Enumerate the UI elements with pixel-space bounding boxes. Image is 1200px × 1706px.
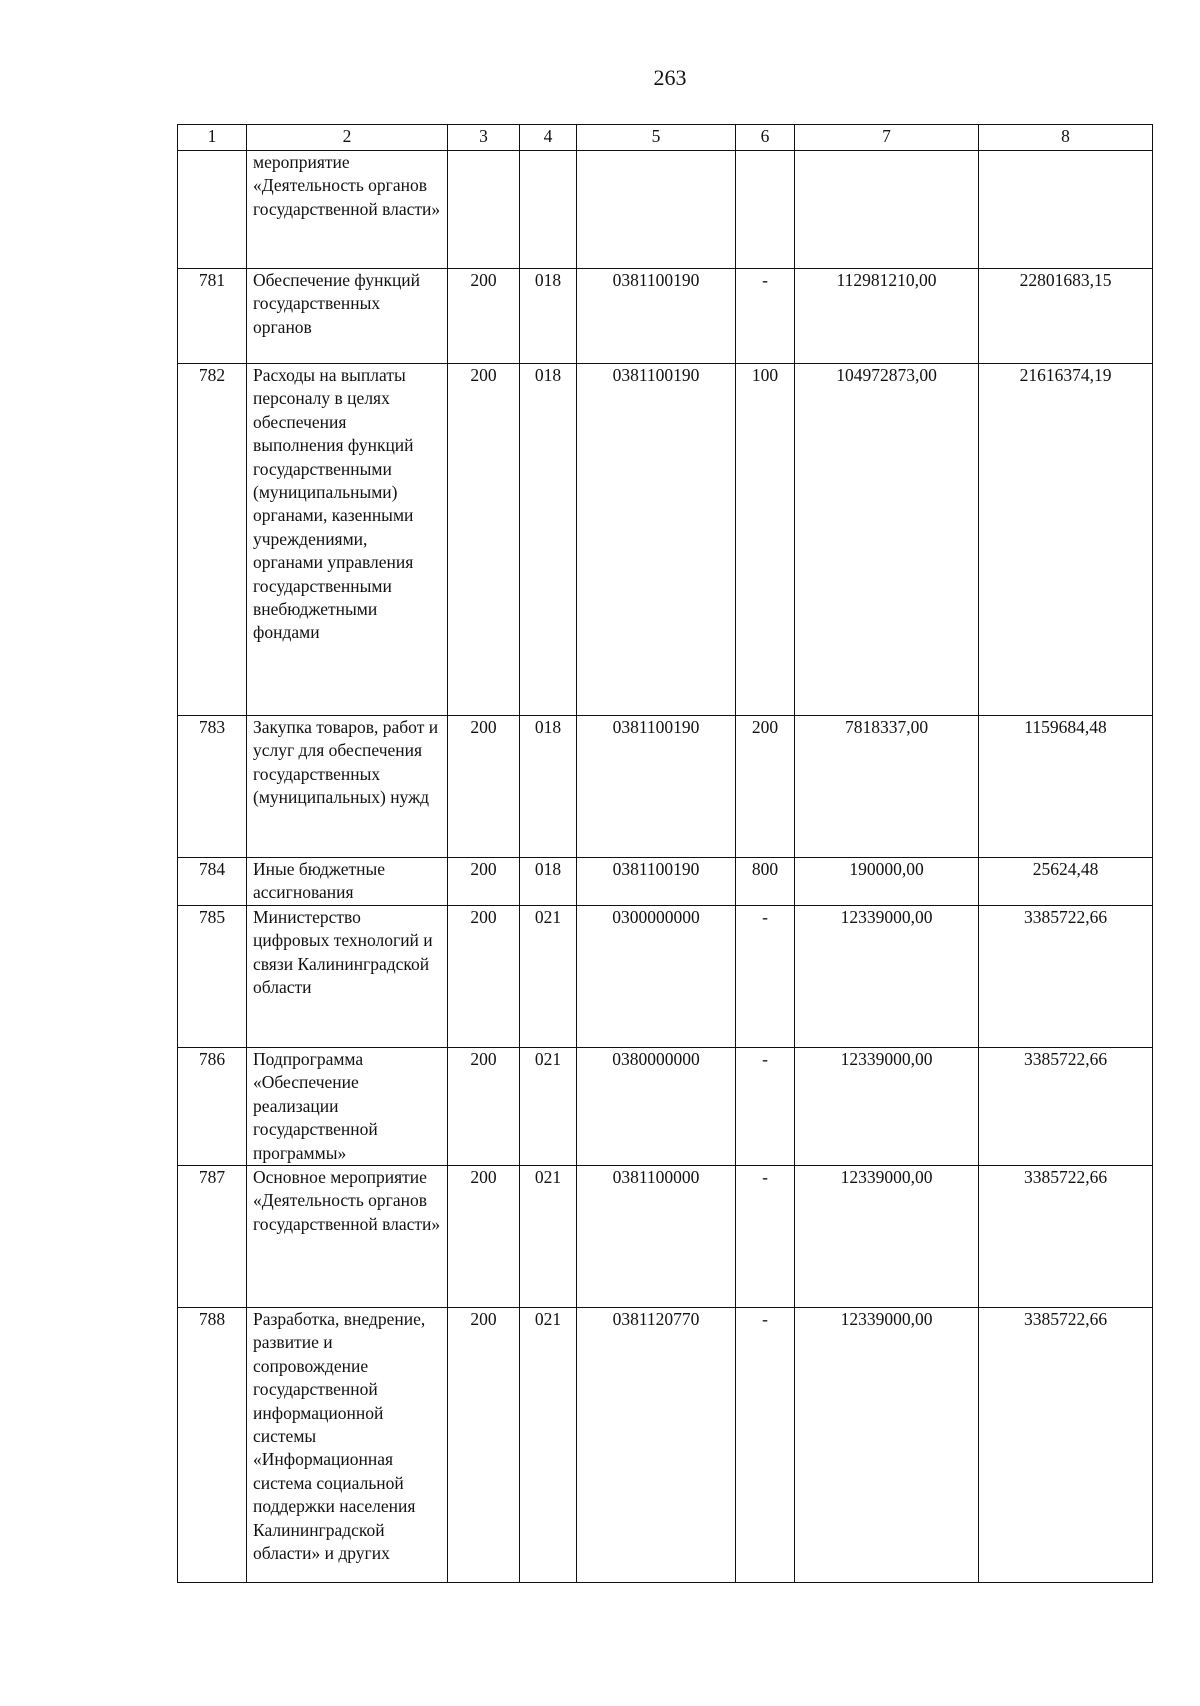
column-header: 6 [736,125,795,151]
row-number: 787 [178,1166,247,1308]
row-code-6: - [736,906,795,1048]
row-number: 788 [178,1308,247,1583]
row-amount-7 [795,151,979,269]
row-description: Подпрограмма «Обеспечение реализации государственной программы» [247,1048,448,1166]
row-code-4: 021 [520,906,577,1048]
row-description: Министерство цифровых технологий и связи Калининградской области [247,906,448,1048]
row-code-6: - [736,1308,795,1583]
row-description: Обеспечение функций государственных органов [247,269,448,364]
row-code-6: 200 [736,716,795,858]
row-code-6: - [736,269,795,364]
row-code-4: 018 [520,269,577,364]
table-row [178,364,1153,716]
row-code-4 [520,151,577,269]
row-code-5: 0381100190 [577,858,736,906]
row-amount-8: 3385722,66 [979,1308,1153,1583]
row-amount-7: 12339000,00 [795,1308,979,1583]
column-header: 5 [577,125,736,151]
row-description: Расходы на выплаты персоналу в целях обеспечения выполнения функций государственными (муниципальными) органами, казенными учреждениями, органами управления государственными внебюджетными фондами [247,364,448,716]
table-row [178,151,1153,269]
row-code-6: 100 [736,364,795,716]
row-code-5: 0381100190 [577,716,736,858]
row-number: 781 [178,269,247,364]
row-number [178,151,247,269]
row-code-3: 200 [448,1308,520,1583]
row-amount-8 [979,151,1153,269]
budget-table [177,124,1153,1583]
row-amount-7: 12339000,00 [795,906,979,1048]
column-header: 3 [448,125,520,151]
row-amount-7: 12339000,00 [795,1166,979,1308]
row-code-3: 200 [448,716,520,858]
row-amount-7: 12339000,00 [795,1048,979,1166]
table-header-row [178,125,1153,151]
table-row [178,1166,1153,1308]
table-row [178,1048,1153,1166]
row-code-4: 018 [520,858,577,906]
row-amount-8: 1159684,48 [979,716,1153,858]
row-code-5: 0381100000 [577,1166,736,1308]
table-row [178,906,1153,1048]
row-amount-7: 104972873,00 [795,364,979,716]
column-header: 4 [520,125,577,151]
row-amount-8: 3385722,66 [979,1166,1153,1308]
row-number: 785 [178,906,247,1048]
row-number: 782 [178,364,247,716]
row-number: 783 [178,716,247,858]
page-number: 263 [653,65,687,90]
row-amount-8: 3385722,66 [979,906,1153,1048]
row-code-3: 200 [448,364,520,716]
table-row [178,269,1153,364]
row-amount-7: 7818337,00 [795,716,979,858]
table-row [178,1308,1153,1583]
column-header: 2 [247,125,448,151]
row-code-5: 0381120770 [577,1308,736,1583]
row-description: Закупка товаров, работ и услуг для обеспечения государственных (муниципальных) нужд [247,716,448,858]
column-header: 1 [178,125,247,151]
row-number: 786 [178,1048,247,1166]
row-amount-7: 112981210,00 [795,269,979,364]
row-code-6: - [736,1166,795,1308]
row-description: Основное мероприятие «Деятельность органов государственной власти» [247,1166,448,1308]
row-code-3: 200 [448,269,520,364]
table-row [178,858,1153,906]
row-code-6: - [736,1048,795,1166]
row-amount-8: 25624,48 [979,858,1153,906]
row-code-5: 0381100190 [577,364,736,716]
row-code-4: 018 [520,716,577,858]
row-description: Разработка, внедрение, развитие и сопровождение государственной информационной системы «Информационная система социальной поддержки населения Калининградской области» и других [247,1308,448,1583]
row-description: мероприятие «Деятельность органов государственной власти» [247,151,448,269]
column-header: 8 [979,125,1153,151]
row-code-6: 800 [736,858,795,906]
column-header: 7 [795,125,979,151]
row-code-3: 200 [448,858,520,906]
row-amount-8: 21616374,19 [979,364,1153,716]
row-code-6 [736,151,795,269]
row-code-4: 018 [520,364,577,716]
row-amount-7: 190000,00 [795,858,979,906]
row-number: 784 [178,858,247,906]
row-code-5: 0300000000 [577,906,736,1048]
row-code-4: 021 [520,1048,577,1166]
row-code-5: 0380000000 [577,1048,736,1166]
row-code-4: 021 [520,1166,577,1308]
row-code-3: 200 [448,1166,520,1308]
table-row [178,716,1153,858]
row-code-4: 021 [520,1308,577,1583]
row-amount-8: 3385722,66 [979,1048,1153,1166]
row-code-3: 200 [448,1048,520,1166]
row-code-5: 0381100190 [577,269,736,364]
row-amount-8: 22801683,15 [979,269,1153,364]
row-code-3: 200 [448,906,520,1048]
row-code-5 [577,151,736,269]
row-description: Иные бюджетные ассигнования [247,858,448,906]
row-code-3 [448,151,520,269]
